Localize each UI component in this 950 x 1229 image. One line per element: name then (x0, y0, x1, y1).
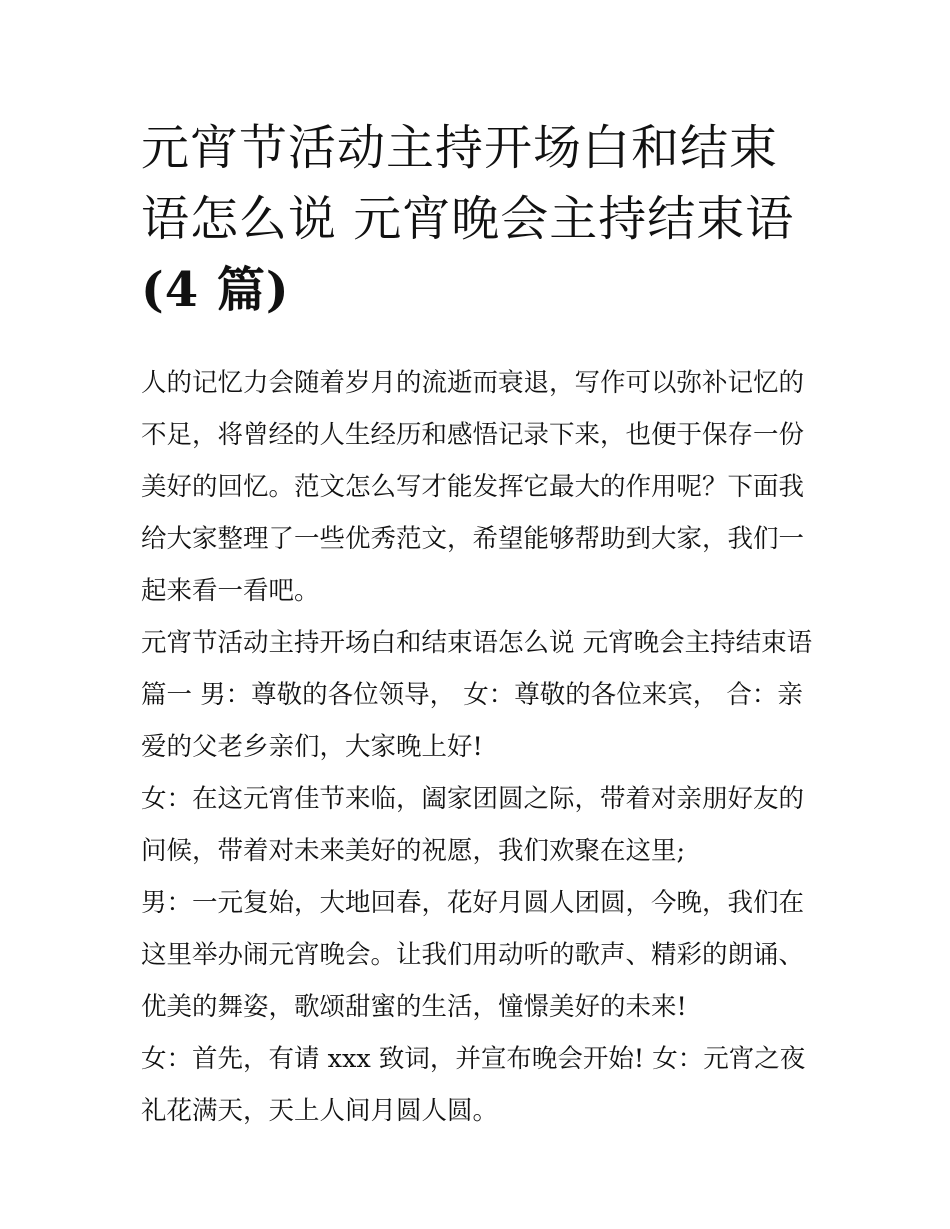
intro-paragraph: 人的记忆力会随着岁月的流逝而衰退，写作可以弥补记忆的不足，将曾经的人生经历和感悟记录下来，也便于保存一份美好的回忆。范文怎么写才能发挥它最大的作用呢？下面我给大家整理了一些优秀范文，希望能够帮助到大家，我们一起来看一看吧。 (141, 368, 805, 606)
section-heading: 元宵节活动主持开场白和结束语怎么说 元宵晚会主持结束语 (141, 628, 813, 658)
title-count: (4 篇) (141, 262, 290, 318)
paragraph-female-1: 女：在这元宵佳节来临，阖家团圆之际，带着对亲朋好友的问候，带着对未来美好的祝愿，我们欢聚在这里; (141, 784, 805, 866)
paragraph-male-1: 男：一元复始，大地回春，花好月圆人团圆，今晚，我们在这里举办闹元宵晚会。让我们用动听的歌声、精彩的朗诵、优美的舞姿，歌颂甜蜜的生活，憧憬美好的未来! (141, 888, 805, 1022)
title-main: 元宵节活动主持开场白和结束语怎么说 元宵晚会主持结束语 (141, 120, 795, 247)
paragraph-female-2: 女：首先，有请 xxx 致词，并宣布晚会开始! 女：元宵之夜礼花满天，天上人间月圆人圆。 (141, 1044, 806, 1126)
document-body (141, 357, 816, 1137)
paragraph-greeting: 篇一 男：尊敬的各位领导， 女：尊敬的各位来宾， 合：亲爱的父老乡亲们，大家晚上好! (141, 680, 803, 762)
document-title (141, 113, 816, 326)
